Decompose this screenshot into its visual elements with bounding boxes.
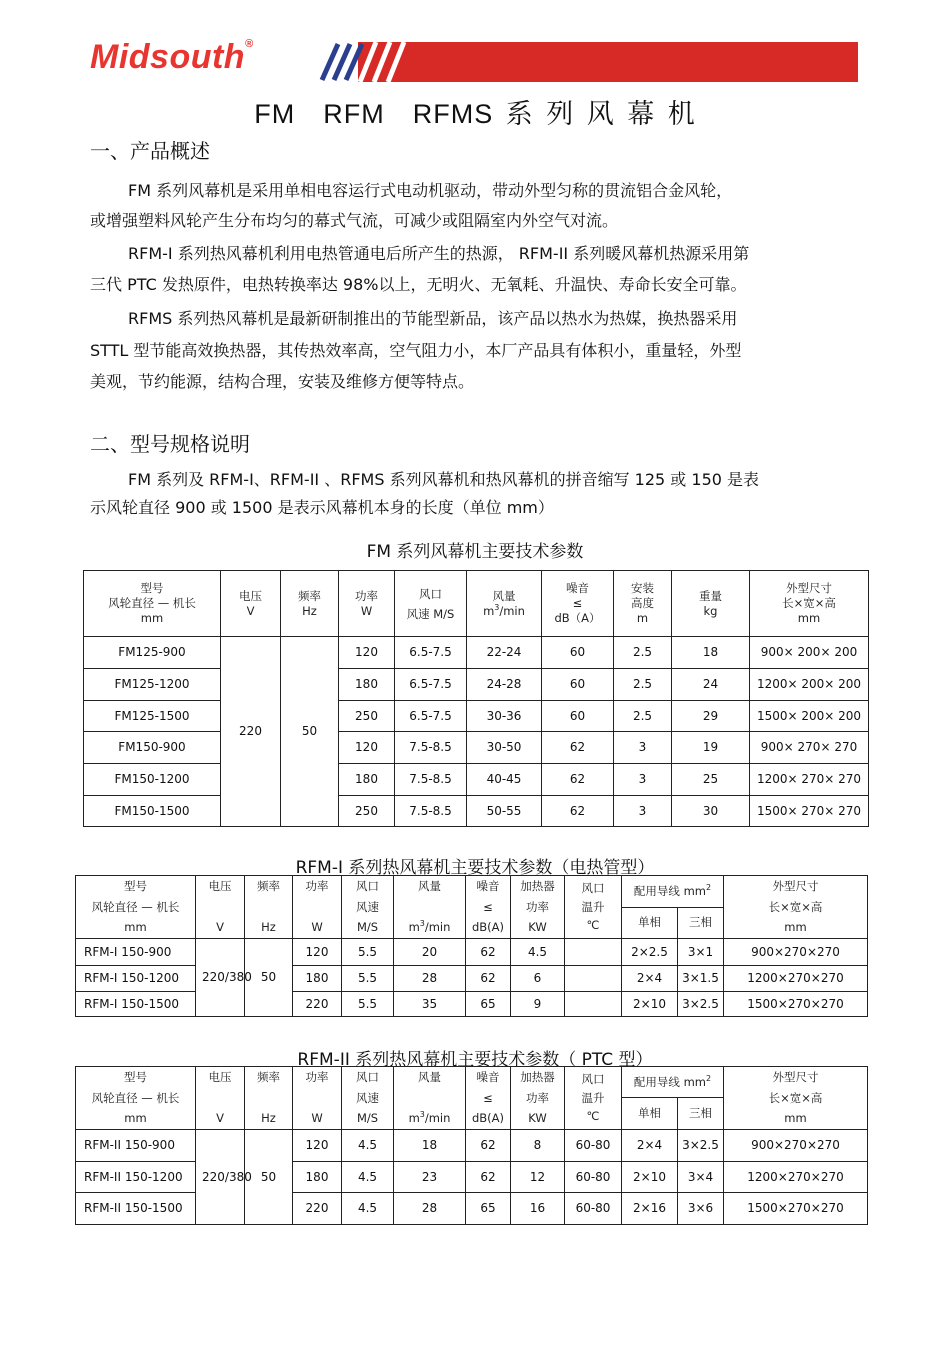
- cell-height: 2.5: [614, 701, 672, 732]
- cell-voltage: 220/380: [196, 1130, 245, 1225]
- header-air-flow: 风量 $m^3/\min$: [394, 1067, 466, 1130]
- cell-dimensions: 1500×270×270: [724, 1193, 868, 1225]
- cell-power: 120: [339, 637, 395, 669]
- cell-power: 180: [293, 966, 342, 992]
- cell-weight: 29: [672, 701, 750, 732]
- cell-power: 250: [339, 796, 395, 827]
- cell-power: 120: [293, 939, 342, 966]
- cell-dimensions: 900× 270× 270: [750, 732, 869, 764]
- cell-model: FM150-1500: [84, 796, 221, 827]
- cell-dimensions: 900× 200× 200: [750, 637, 869, 669]
- cell-temp-rise: [565, 992, 622, 1017]
- cell-speed: 6.5-7.5: [395, 637, 467, 669]
- cell-weight: 19: [672, 732, 750, 764]
- cell-weight: 18: [672, 637, 750, 669]
- cell-power: 180: [293, 1162, 342, 1193]
- cell-frequency: 50: [281, 637, 339, 827]
- paragraph-line: RFM-I 系列热风幕机利用电热管通电后所产生的热源， RFM-II 系列暖风幕机热源采用第: [128, 244, 750, 263]
- cell-flow: 30-50: [467, 732, 542, 764]
- header-model: 型号 风轮直径 — 机长 mm: [84, 571, 221, 637]
- cell-flow: 24-28: [467, 669, 542, 701]
- cell-speed: 5.5: [342, 992, 394, 1017]
- cell-speed: 6.5-7.5: [395, 669, 467, 701]
- cell-flow: 23: [394, 1162, 466, 1193]
- cell-noise: 60: [542, 669, 614, 701]
- cell-three-phase: 3×4: [678, 1162, 724, 1193]
- header-air-speed: 风口 风速 M/S: [342, 1067, 394, 1130]
- cell-noise: 65: [466, 1193, 511, 1225]
- cell-weight: 24: [672, 669, 750, 701]
- cell-dimensions: 1500× 270× 270: [750, 796, 869, 827]
- header-air-speed: 风口 风速 M/S: [342, 876, 394, 939]
- table-row: [84, 701, 869, 732]
- cell-height: 3: [614, 732, 672, 764]
- table-row: [76, 992, 868, 1017]
- cell-heater: 9: [511, 992, 565, 1017]
- cell-power: 120: [339, 732, 395, 764]
- cell-single-phase: 2×2.5: [622, 939, 678, 966]
- cell-model: RFM-I 150-900: [76, 939, 196, 966]
- cell-voltage: 220/380: [196, 939, 245, 1017]
- cell-model: RFM-I 150-1500: [76, 992, 196, 1017]
- header-three-phase: 三相: [678, 1098, 724, 1130]
- table-caption-rfm-i: RFM-I 系列热风幕机主要技术参数（电热管型）: [295, 858, 655, 878]
- cell-flow: 28: [394, 1193, 466, 1225]
- header-frequency: 频率 Hz: [245, 876, 293, 939]
- header-voltage: 电压 V: [221, 571, 281, 637]
- cell-noise: 62: [466, 966, 511, 992]
- paragraph-line: 三代 PTC 发热原件，电热转换率达 98%以上，无明火、无氧耗、升温快、寿命长安全可靠。: [90, 275, 747, 294]
- header-power: 功率 W: [293, 1067, 342, 1130]
- cell-speed: 5.5: [342, 966, 394, 992]
- header-voltage: 电压 V: [196, 1067, 245, 1130]
- header-dimensions: 外型尺寸 长×宽×高 mm: [724, 1067, 868, 1130]
- cell-model: FM150-900: [84, 732, 221, 764]
- header-noise: 噪音 ≤ dB（A）: [542, 571, 614, 637]
- cell-single-phase: 2×16: [622, 1193, 678, 1225]
- cell-flow: 22-24: [467, 637, 542, 669]
- cell-temp-rise: 60-80: [565, 1162, 622, 1193]
- cell-single-phase: 2×4: [622, 1130, 678, 1162]
- cell-heater: 16: [511, 1193, 565, 1225]
- cell-noise: 62: [466, 939, 511, 966]
- table-row: [76, 1162, 868, 1193]
- cell-speed: 7.5-8.5: [395, 796, 467, 827]
- paragraph-line: RFMS 系列热风幕机是最新研制推出的节能型新品，该产品以热水为热媒，换热器采用: [128, 309, 738, 328]
- header-noise: 噪音 ≤ dB(A): [466, 1067, 511, 1130]
- cell-weight: 30: [672, 796, 750, 827]
- paragraph-line: 示风轮直径 900 或 1500 是表示风幕机本身的长度（单位 mm）: [90, 498, 554, 517]
- header-frequency: 频率 Hz: [281, 571, 339, 637]
- section-heading-overview: 一、产品概述: [90, 139, 210, 163]
- cell-flow: 18: [394, 1130, 466, 1162]
- cell-frequency: 50: [245, 1130, 293, 1225]
- cell-voltage: 220: [221, 637, 281, 827]
- cell-dimensions: 1200×270×270: [724, 1162, 868, 1193]
- cell-dimensions: 1200×270×270: [724, 966, 868, 992]
- cell-heater: 8: [511, 1130, 565, 1162]
- cell-temp-rise: [565, 939, 622, 966]
- header-wire-size: 配用导线 $mm^2$: [622, 1067, 724, 1098]
- cell-flow: 35: [394, 992, 466, 1017]
- header-single-phase: 单相: [622, 907, 678, 939]
- table-row: [76, 1130, 868, 1162]
- table-row: [84, 669, 869, 701]
- header-air-flow: 风量 $m^3/\min$: [394, 876, 466, 939]
- paragraph-line: STTL 型节能高效换热器，其传热效率高，空气阻力小，本厂产品具有体积小，重量轻，外型: [90, 341, 742, 360]
- cell-speed: 6.5-7.5: [395, 701, 467, 732]
- cell-noise: 62: [466, 1130, 511, 1162]
- cell-heater: 4.5: [511, 939, 565, 966]
- header-power: 功率 W: [339, 571, 395, 637]
- page-title: FM RFM RFMS 系 列 风 幕 机: [254, 99, 696, 129]
- cell-dimensions: 1500×270×270: [724, 992, 868, 1017]
- cell-three-phase: 3×1.5: [678, 966, 724, 992]
- cell-noise: 62: [542, 764, 614, 796]
- cell-temp-rise: 60-80: [565, 1193, 622, 1225]
- header-power: 功率 W: [293, 876, 342, 939]
- table-row: [76, 966, 868, 992]
- cell-temp-rise: [565, 966, 622, 992]
- cell-model: RFM-I 150-1200: [76, 966, 196, 992]
- cell-power: 120: [293, 1130, 342, 1162]
- cell-single-phase: 2×10: [622, 1162, 678, 1193]
- brand-logo: Midsouth®: [90, 38, 254, 76]
- cell-power: 220: [293, 1193, 342, 1225]
- header-single-phase: 单相: [622, 1098, 678, 1130]
- cell-dimensions: 1500× 200× 200: [750, 701, 869, 732]
- paragraph-line: FM 系列及 RFM-I、RFM-II 、RFMS 系列风幕机和热风幕机的拼音缩写 125 或 150 是表: [128, 470, 760, 489]
- cell-noise: 62: [466, 1162, 511, 1193]
- cell-speed: 5.5: [342, 939, 394, 966]
- table-row: [76, 1193, 868, 1225]
- cell-model: RFM-II 150-1200: [76, 1162, 196, 1193]
- cell-weight: 25: [672, 764, 750, 796]
- cell-single-phase: 2×4: [622, 966, 678, 992]
- paragraph-line: 或增强塑料风轮产生分布均匀的幕式气流，可减少或阻隔室内外空气对流。: [90, 211, 619, 230]
- cell-three-phase: 3×2.5: [678, 992, 724, 1017]
- cell-single-phase: 2×10: [622, 992, 678, 1017]
- header-install-height: 安装 高度 m: [614, 571, 672, 637]
- fm-spec-table: [83, 570, 869, 827]
- cell-model: RFM-II 150-1500: [76, 1193, 196, 1225]
- cell-noise: 60: [542, 637, 614, 669]
- rfm-ii-spec-table: [75, 1066, 868, 1225]
- cell-speed: 7.5-8.5: [395, 764, 467, 796]
- cell-flow: 50-55: [467, 796, 542, 827]
- table-caption-fm: FM 系列风幕机主要技术参数: [366, 542, 584, 562]
- cell-three-phase: 3×2.5: [678, 1130, 724, 1162]
- header-frequency: 频率 Hz: [245, 1067, 293, 1130]
- cell-noise: 62: [542, 732, 614, 764]
- section-heading-model-spec: 二、型号规格说明: [90, 432, 250, 456]
- table-caption-rfm-ii: RFM-II 系列热风幕机主要技术参数（ PTC 型）: [297, 1050, 653, 1070]
- cell-temp-rise: 60-80: [565, 1130, 622, 1162]
- paragraph-line: 美观，节约能源，结构合理，安装及维修方便等特点。: [90, 372, 475, 391]
- cell-three-phase: 3×6: [678, 1193, 724, 1225]
- rfm-i-spec-table: [75, 875, 868, 1017]
- table-row: [76, 939, 868, 966]
- header-noise: 噪音 ≤ dB(A): [466, 876, 511, 939]
- cell-dimensions: 1200× 200× 200: [750, 669, 869, 701]
- header-temp-rise: 风口 温升 ℃: [565, 1067, 622, 1130]
- cell-power: 180: [339, 764, 395, 796]
- table-row: [84, 796, 869, 827]
- cell-speed: 4.5: [342, 1193, 394, 1225]
- header-heater-power: 加热器 功率 KW: [511, 1067, 565, 1130]
- header-three-phase: 三相: [678, 907, 724, 939]
- table-row: [84, 732, 869, 764]
- header-air-speed: 风口 风速 M/S: [395, 571, 467, 637]
- cell-model: FM125-1200: [84, 669, 221, 701]
- cell-heater: 6: [511, 966, 565, 992]
- cell-heater: 12: [511, 1162, 565, 1193]
- header-model: 型号 风轮直径 — 机长 mm: [76, 876, 196, 939]
- cell-height: 2.5: [614, 637, 672, 669]
- cell-power: 250: [339, 701, 395, 732]
- header-air-flow: 风量 $m^3/\min$: [467, 571, 542, 637]
- cell-dimensions: 900×270×270: [724, 1130, 868, 1162]
- cell-power: 220: [293, 992, 342, 1017]
- header-dimensions: 外型尺寸 长×宽×高 mm: [750, 571, 869, 637]
- cell-height: 3: [614, 796, 672, 827]
- cell-flow: 20: [394, 939, 466, 966]
- cell-dimensions: 1200× 270× 270: [750, 764, 869, 796]
- table-row: [84, 764, 869, 796]
- header-wire-size: 配用导线 $mm^2$: [622, 876, 724, 908]
- cell-speed: 4.5: [342, 1162, 394, 1193]
- cell-speed: 4.5: [342, 1130, 394, 1162]
- header-temp-rise: 风口 温升 ℃: [565, 876, 622, 939]
- cell-flow: 30-36: [467, 701, 542, 732]
- cell-height: 2.5: [614, 669, 672, 701]
- cell-noise: 65: [466, 992, 511, 1017]
- paragraph-line: FM 系列风幕机是采用单相电容运行式电动机驱动，带动外型匀称的贯流铝合金风轮，: [128, 181, 733, 200]
- cell-model: FM125-1500: [84, 701, 221, 732]
- header-dimensions: 外型尺寸 长×宽×高 mm: [724, 876, 868, 939]
- header-model: 型号 风轮直径 — 机长 mm: [76, 1067, 196, 1130]
- cell-frequency: 50: [245, 939, 293, 1017]
- cell-dimensions: 900×270×270: [724, 939, 868, 966]
- header-heater-power: 加热器 功率 KW: [511, 876, 565, 939]
- cell-model: RFM-II 150-900: [76, 1130, 196, 1162]
- header-weight: 重量 kg: [672, 571, 750, 637]
- cell-model: FM125-900: [84, 637, 221, 669]
- cell-flow: 28: [394, 966, 466, 992]
- cell-noise: 60: [542, 701, 614, 732]
- cell-flow: 40-45: [467, 764, 542, 796]
- cell-height: 3: [614, 764, 672, 796]
- cell-model: FM150-1200: [84, 764, 221, 796]
- table-row: [84, 637, 869, 669]
- cell-noise: 62: [542, 796, 614, 827]
- cell-three-phase: 3×1: [678, 939, 724, 966]
- header-voltage: 电压 V: [196, 876, 245, 939]
- cell-power: 180: [339, 669, 395, 701]
- cell-speed: 7.5-8.5: [395, 732, 467, 764]
